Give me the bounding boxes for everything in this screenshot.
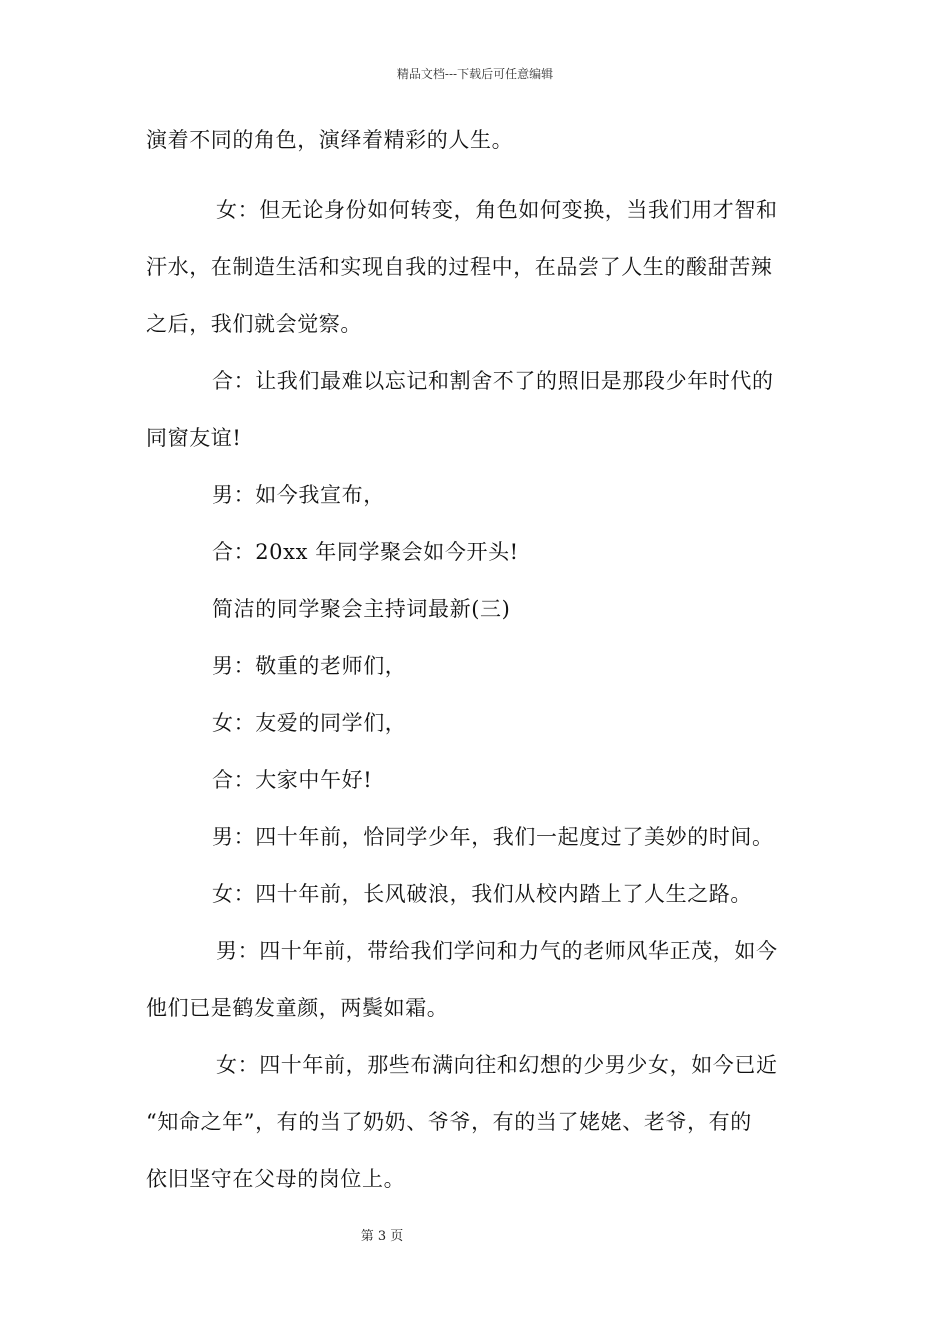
paragraph-line: 同窗友谊!	[146, 426, 242, 450]
paragraph-line: 汗水，在制造生活和实现自我的过程中，在品尝了人生的酸甜苦辣	[146, 255, 773, 279]
paragraph-line: 合：20xx 年同学聚会如今开头!	[212, 540, 519, 564]
paragraph-line: 他们已是鹤发童颜，两鬓如霜。	[146, 996, 449, 1020]
paragraph-line: 女：友爱的同学们，	[212, 711, 407, 735]
paragraph-line: 之后，我们就会觉察。	[146, 312, 362, 336]
paragraph-line: 依旧坚守在父母的岗位上。	[146, 1167, 406, 1191]
paragraph-line: 男：敬重的老师们，	[212, 654, 407, 678]
page-number: 第 3 页	[360, 1229, 404, 1244]
paragraph-line: 女：四十年前，那些布满向往和幻想的少男少女，如今已近	[216, 1053, 778, 1077]
paragraph-line: 男：四十年前，恰同学少年，我们一起度过了美妙的时间。	[212, 825, 774, 849]
paragraph-line: “知命之年”，有的当了奶奶、爷爷，有的当了姥姥、老爷，有的	[146, 1110, 752, 1134]
paragraph-line: 演着不同的角色，演绎着精彩的人生。	[146, 128, 514, 152]
paragraph-line: 合：让我们最难以忘记和割舍不了的照旧是那段少年时代的	[212, 369, 774, 393]
paragraph-line: 合：大家中午好!	[212, 768, 373, 792]
page-header: 精品文档---下载后可任意编辑	[396, 67, 554, 81]
paragraph-line: 男：如今我宣布，	[212, 483, 385, 507]
paragraph-line: 女：但无论身份如何转变，角色如何变换，当我们用才智和	[216, 198, 778, 222]
section-heading: 简洁的同学聚会主持词最新(三)	[212, 597, 511, 621]
paragraph-line: 女：四十年前，长风破浪，我们从校内踏上了人生之路。	[212, 882, 752, 906]
paragraph-line: 男：四十年前，带给我们学问和力气的老师风华正茂，如今	[216, 939, 778, 963]
